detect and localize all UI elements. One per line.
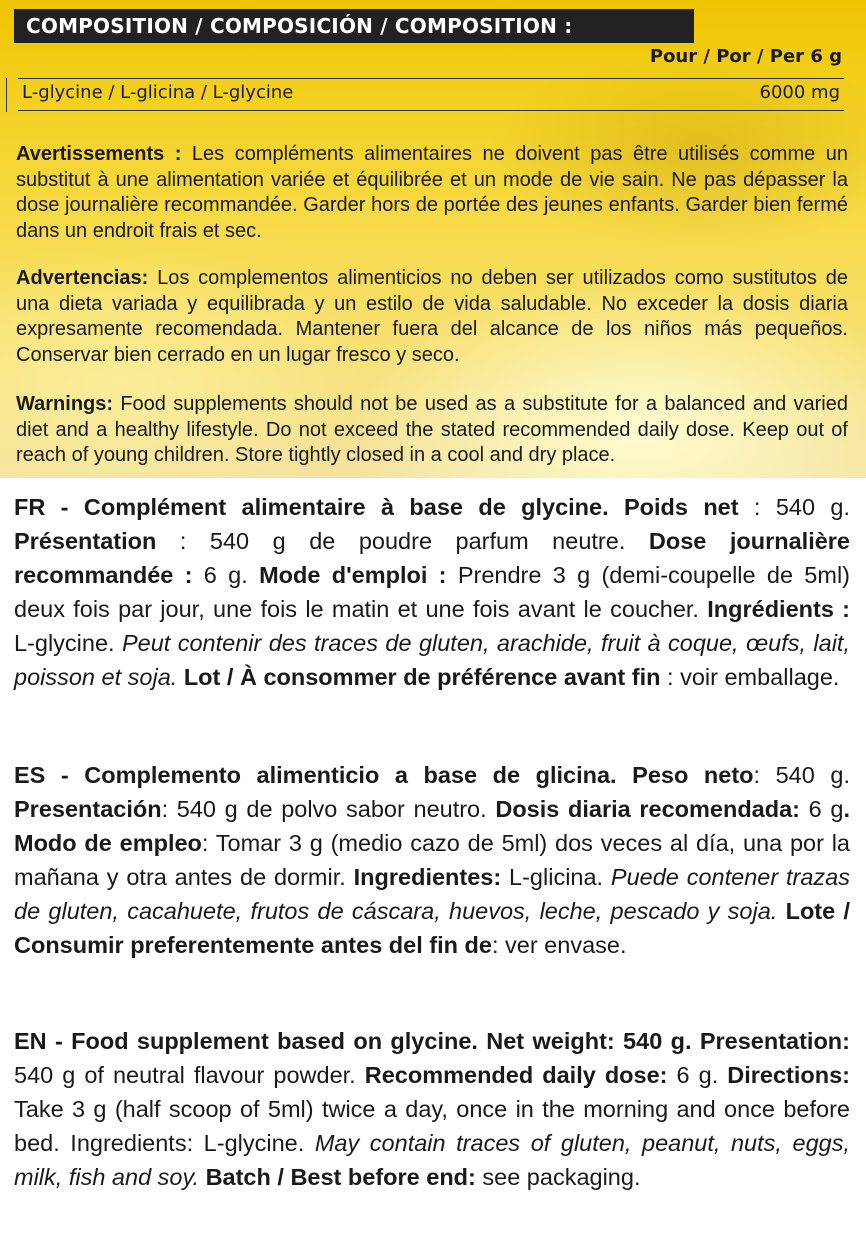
ingredient-name: L-glycine / L-glicina / L-glycine	[22, 82, 294, 103]
fr-presentation-label: Présentation	[14, 528, 157, 554]
description-fr	[14, 490, 850, 694]
en-presentation-value: 540 g of neutral flavour powder.	[14, 1062, 356, 1088]
description-en	[14, 1024, 850, 1194]
table-rule-top	[18, 78, 844, 79]
warning-fr-label: Avertissements :	[16, 143, 182, 165]
es-ingredients-label: Ingredientes:	[353, 864, 502, 890]
en-usage-value: Take 3 g (half scoop of 5ml) twice a day, once in the morning and once before bed. Ingredients: L-glycine.	[14, 1096, 850, 1156]
composition-header: COMPOSITION / COMPOSICIÓN / COMPOSITION :	[14, 9, 694, 43]
fr-presentation-value: : 540 g de poudre parfum neutre.	[156, 528, 626, 554]
fr-net-weight-value: : 540 g.	[738, 494, 850, 520]
warning-fr-text: Les compléments alimentaires ne doivent pas être utilisés comme un substitut à une alimentation variée et équilibrée et un mode de vie sain. Ne pas dépasser la dose journalière recommandée. Garder hors de portée des jeunes enfants. Garder bien fermé dans un endroit frais et sec.	[16, 143, 848, 242]
es-dose-value: 6 g	[800, 796, 844, 822]
fr-ingredients-value: L-glycine.	[14, 630, 115, 656]
es-lot-label: Lote / Consumir preferentemente antes del fin de	[14, 898, 850, 958]
es-presentation-value: : 540 g de polvo sabor neutro.	[161, 796, 487, 822]
warning-es-label: Advertencias:	[16, 267, 149, 289]
warning-es	[16, 266, 848, 368]
fr-dose-value: 6 g.	[192, 562, 248, 588]
warning-en-label: Warnings:	[16, 393, 114, 415]
es-net-weight-value: : 540 g.	[753, 762, 850, 788]
en-dose-label: Recommended daily dose:	[364, 1062, 668, 1088]
en-lot-label: Batch / Best before end:	[205, 1164, 476, 1190]
es-presentation-label: Presentación	[14, 796, 162, 822]
description-es	[14, 758, 850, 962]
es-dose-label: Dosis diaria recomendada:	[495, 796, 800, 822]
es-allergens: Puede contener trazas de gluten, cacahuete, frutos de cáscara, huevos, leche, pescado y soja.	[14, 864, 850, 924]
ingredient-amount: 6000 mg	[759, 82, 840, 103]
table-rule-bottom	[18, 110, 844, 111]
es-usage-label: . Modo de empleo	[14, 796, 851, 856]
fr-dose-label: Dose journalière recommandée :	[14, 528, 851, 588]
warning-en-text: Food supplements should not be used as a substitute for a balanced and varied diet and a healthy lifestyle. Do not exceed the stated recommended daily dose. Keep out of reach of young children. Store tightly closed in a cool and dry place.	[16, 393, 848, 466]
fr-allergens: Peut contenir des traces de gluten, arachide, fruit à coque, œufs, lait, poisson et soja.	[14, 630, 850, 690]
fr-ingredients-label: Ingrédients :	[707, 596, 851, 622]
warning-es-text: Los complementos alimenticios no deben ser utilizados como sustitutos de una dieta variada y equilibrada y un estilo de vida saludable. No exceder la dosis diaria expresamente recomendada. Mantener fuera del alcance de los niños más pequeños. Conservar bien cerrado en un lugar fresco y seco.	[16, 267, 848, 366]
es-net-weight-label: Peso neto	[632, 762, 754, 788]
table-rule-left	[6, 78, 7, 112]
per-serving-label: Pour / Por / Per 6 g	[649, 46, 842, 67]
fr-title: FR - Complément alimentaire à base de glycine.	[14, 494, 609, 520]
composition-panel	[0, 0, 866, 478]
fr-lot-label: Lot / À consommer de préférence avant fin	[183, 664, 661, 690]
fr-net-weight-label: Poids net	[623, 494, 739, 520]
en-lot-value: see packaging.	[475, 1164, 641, 1190]
es-lot-value: : ver envase.	[491, 932, 627, 958]
warning-en	[16, 392, 848, 469]
fr-usage-label: Mode d'emploi :	[259, 562, 447, 588]
warning-fr	[16, 142, 848, 244]
en-dose-value: 6 g.	[667, 1062, 719, 1088]
en-title: EN - Food supplement based on glycine. Net weight: 540 g. Presentation:	[14, 1028, 850, 1054]
es-ingredients-value: L-glicina.	[501, 864, 604, 890]
en-allergens: May contain traces of gluten, peanut, nuts, eggs, milk, fish and soy.	[14, 1130, 850, 1190]
fr-lot-value: : voir emballage.	[660, 664, 840, 690]
es-usage-value: : Tomar 3 g (medio cazo de 5ml) dos veces al día, una por la mañana y otra antes de dormir.	[14, 830, 850, 890]
es-title: ES - Complemento alimenticio a base de glicina.	[14, 762, 617, 788]
fr-usage-value: Prendre 3 g (demi-coupelle de 5ml) deux fois par jour, une fois le matin et une fois avant le coucher.	[14, 562, 851, 622]
en-usage-label: Directions:	[727, 1062, 851, 1088]
